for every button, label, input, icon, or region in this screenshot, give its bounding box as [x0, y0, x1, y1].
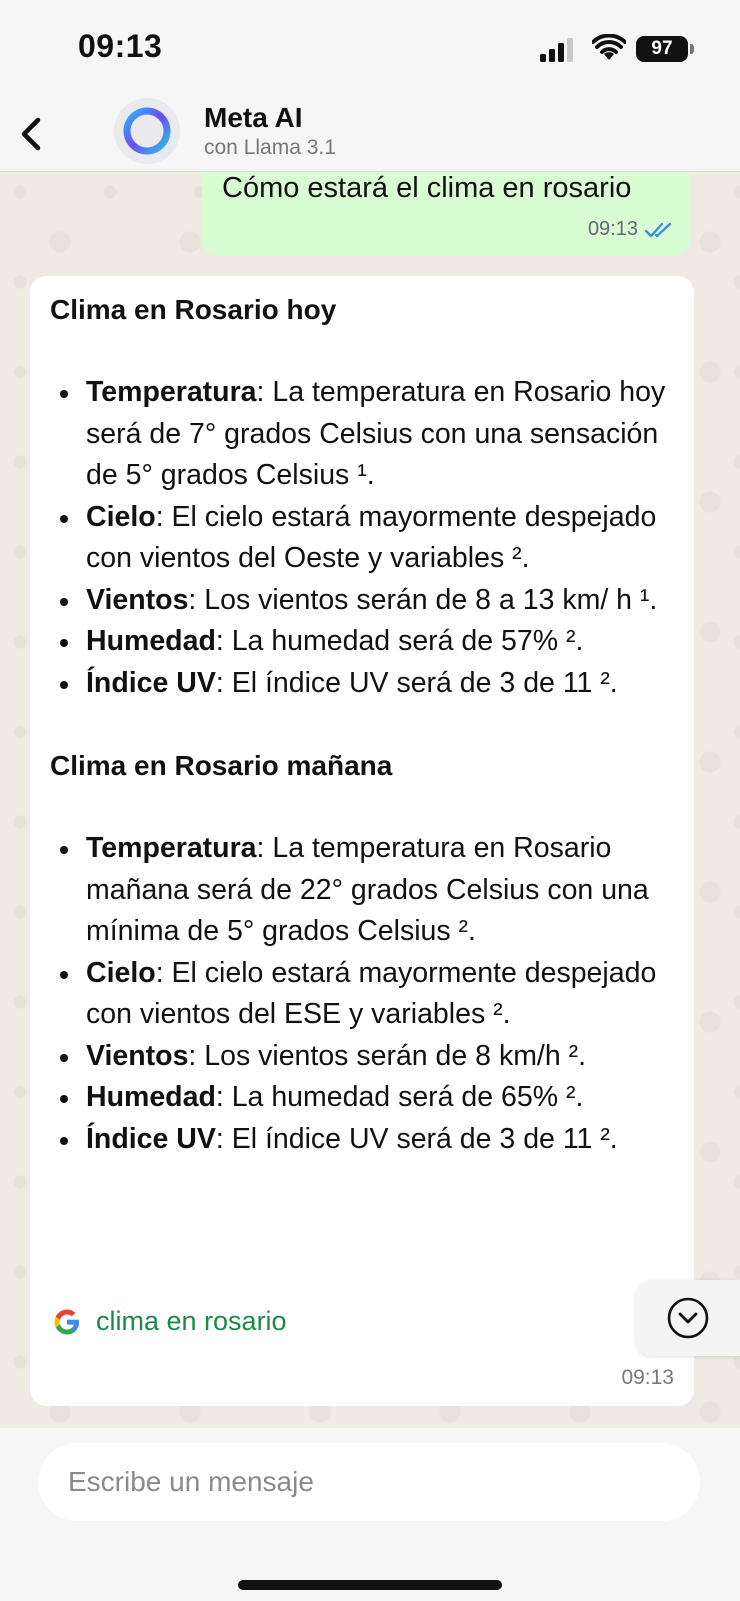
list-item-label: Vientos	[86, 1039, 189, 1072]
list-item-text: : El índice UV será de 3 de 11 ².	[215, 666, 618, 699]
meta-ai-ring-icon	[114, 98, 180, 164]
list-item-label: Índice UV	[86, 1122, 216, 1155]
list-item-label: Vientos	[86, 583, 189, 616]
outgoing-message[interactable]	[202, 172, 690, 256]
heading-today: Clima en Rosario hoy	[50, 294, 337, 325]
list-item-text: : El cielo estará mayormente despejado con vientos del Oeste y variables ².	[86, 500, 657, 574]
incoming-message[interactable]	[30, 276, 694, 1406]
chat-header	[0, 98, 740, 172]
list-item-label: Humedad	[86, 1081, 216, 1113]
list-item	[50, 580, 690, 622]
list-item-label: Temperatura	[86, 832, 257, 864]
battery-icon	[636, 36, 688, 62]
wifi-icon	[592, 34, 626, 62]
composer	[0, 1428, 740, 1601]
list-item	[50, 1036, 690, 1078]
list-item	[50, 1119, 690, 1161]
list-item-text: : La humedad será de 57% ².	[215, 625, 584, 657]
chevron-down-circle-icon	[666, 1296, 710, 1340]
list-item	[50, 953, 690, 1036]
list-item-text: : El índice UV será de 3 de 11 ².	[215, 1122, 618, 1155]
chat-subtitle: con Llama 3.1	[204, 136, 336, 159]
status-bar	[0, 0, 740, 98]
status-time: 09:13	[78, 28, 163, 64]
incoming-message-content	[50, 290, 690, 1160]
list-item	[50, 663, 690, 705]
avatar[interactable]	[114, 98, 180, 164]
list-item-label: Humedad	[86, 625, 216, 657]
chevron-left-icon[interactable]	[10, 106, 54, 162]
list-item-text: : El cielo estará mayormente despejado con vientos del ESE y variables ².	[86, 956, 657, 1030]
list-item-label: Índice UV	[86, 666, 216, 699]
list-item-text: : La temperatura en Rosario hoy será de 7° grados Celsius con una sensación de 5° grados Celsius ¹.	[86, 376, 666, 491]
incoming-message-time: 09:13	[621, 1366, 674, 1389]
outgoing-message-meta	[588, 218, 674, 241]
chat-title[interactable]: Meta AI	[204, 102, 303, 133]
list-item	[50, 828, 690, 953]
double-check-icon	[644, 221, 674, 239]
google-icon	[52, 1307, 82, 1337]
list-item-text: : La temperatura en Rosario mañana será de 22° grados Celsius con una mínima de 5° grados Celsius ².	[86, 832, 649, 947]
list-item-label: Cielo	[86, 500, 156, 533]
tomorrow-list	[50, 828, 690, 1160]
list-item-label: Temperatura	[86, 376, 257, 408]
source-link[interactable]: clima en rosario	[96, 1306, 287, 1336]
list-item-text: : Los vientos serán de 8 a 13 km/ h ¹.	[188, 583, 658, 616]
list-item	[50, 372, 690, 497]
outgoing-message-text: Cómo estará el clima en rosario	[222, 172, 632, 204]
today-list	[50, 372, 690, 704]
battery-tip	[690, 44, 694, 54]
cellular-signal-icon	[540, 38, 576, 62]
battery-level: 97	[651, 38, 673, 59]
list-item	[50, 621, 690, 663]
list-item-text: : La humedad será de 65% ².	[215, 1081, 584, 1113]
outgoing-message-time: 09:13	[587, 218, 638, 240]
source-link-row[interactable]	[52, 1306, 287, 1337]
list-item-text: : Los vientos serán de 8 km/h ².	[188, 1039, 587, 1072]
list-item	[50, 497, 690, 580]
message-input[interactable]	[38, 1443, 700, 1521]
scroll-down-button[interactable]	[636, 1280, 740, 1356]
home-indicator	[238, 1580, 502, 1590]
heading-tomorrow: Clima en Rosario mañana	[50, 750, 393, 781]
list-item-label: Cielo	[86, 956, 156, 989]
list-item	[50, 1077, 690, 1119]
